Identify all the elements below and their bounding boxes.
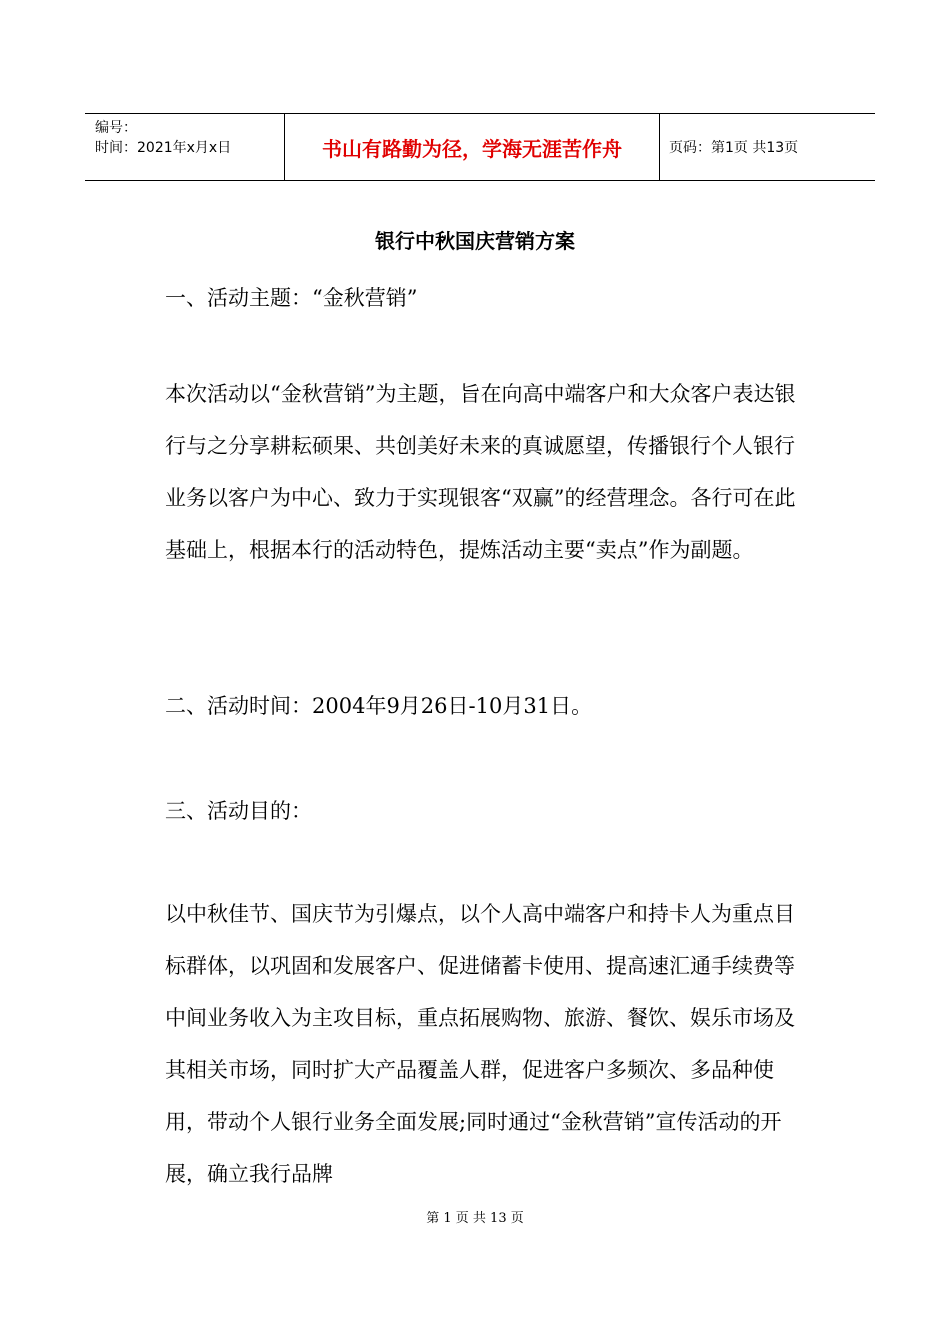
- section1-heading: 一、活动主题：“金秋营销”: [165, 286, 418, 310]
- section1-heading-block: [165, 272, 805, 324]
- section1-body-block: [165, 368, 805, 576]
- document-header: [85, 113, 875, 181]
- section3-heading-block: [165, 785, 805, 837]
- serial-number-label: 编号：: [95, 120, 137, 136]
- header-meta: [85, 114, 285, 180]
- section1-body: 本次活动以“金秋营销”为主题，旨在向高中端客户和大众客户表达银行与之分享耕耘硕果、共创美好未来的真诚愿望，传播银行个人银行业务以客户为中心、致力于实现银客“双赢”的经营理念。各行可在此基础上，根据本行的活动特色，提炼活动主要“卖点”作为副题。: [165, 382, 796, 562]
- date-label: 时间：2021年x月x日: [95, 140, 232, 156]
- header-slogan: 书山有路勤为径，学海无涯苦作舟: [285, 114, 660, 180]
- section3-body: 以中秋佳节、国庆节为引爆点，以个人高中端客户和持卡人为重点目标群体，以巩固和发展客户、促进储蓄卡使用、提高速汇通手续费等中间业务收入为主攻目标，重点拓展购物、旅游、餐饮、娱乐市场及其相关市场，同时扩大产品覆盖人群，促进客户多频次、多品种使用，带动个人银行业务全面发展;同时通过“金秋营销”宣传活动的开展，确立我行品牌: [165, 902, 795, 1186]
- section2-heading-block: [165, 680, 805, 732]
- page-footer: 第 1 页 共 13 页: [426, 1211, 524, 1226]
- section3-body-block: [165, 888, 805, 1200]
- section2-heading: 二、活动时间：2004年9月26日-10月31日。: [165, 694, 593, 718]
- header-page-info: 页码：第1页 共13页: [669, 140, 799, 156]
- document-title: 银行中秋国庆营销方案: [375, 229, 575, 253]
- section3-heading: 三、活动目的：: [165, 799, 312, 823]
